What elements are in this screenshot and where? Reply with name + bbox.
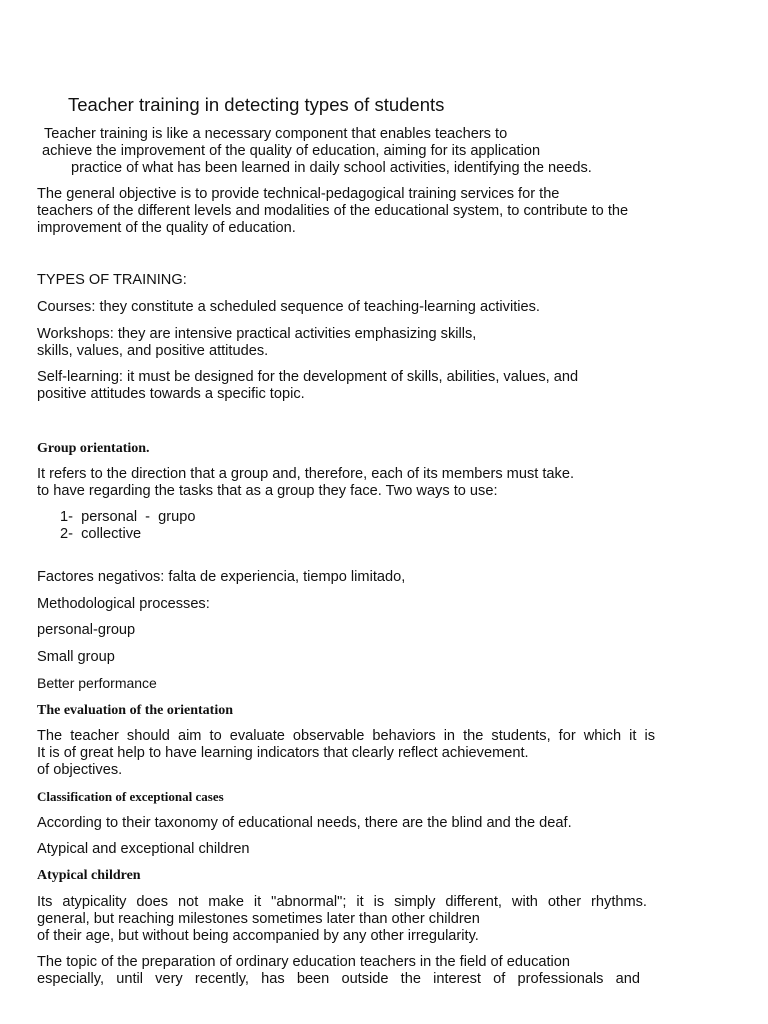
processes-item-1: personal-group [37,622,136,638]
evaluation-line-2: It is of great help to have learning indicators that clearly reflect achievement. [37,745,529,761]
types-workshops-line-1: Workshops: they are intensive practical activities emphasizing skills, [37,326,477,342]
types-workshops-line-2: skills, values, and positive attitudes. [37,343,269,359]
processes-item-2: Small group [37,649,115,665]
types-selflearning-line-1: Self-learning: it must be designed for the development of skills, abilities, values, and [37,369,579,385]
group-list-item-1: 1- personal - grupo [60,509,196,525]
atypical-line-2: general, but reaching milestones sometimes later than other children [37,911,480,927]
intro-line-2: achieve the improvement of the quality of education, aiming for its application [42,143,541,159]
objective-line-1: The general objective is to provide technical-pedagogical training services for the [37,186,560,202]
evaluation-line-3: of objectives. [37,762,123,778]
types-courses: Courses: they constitute a scheduled sequence of teaching-learning activities. [37,299,540,315]
intro-line-3: practice of what has been learned in daily school activities, identifying the needs. [71,160,592,176]
types-selflearning-line-2: positive attitudes towards a specific topic. [37,386,305,402]
types-heading: TYPES OF TRAINING: [37,272,187,288]
group-line-1: It refers to the direction that a group and, therefore, each of its members must take. [37,466,574,482]
group-heading: Group orientation. [37,441,150,456]
classification-line-2: Atypical and exceptional children [37,841,250,857]
evaluation-heading: The evaluation of the orientation [37,703,233,718]
atypical-line-1: Its atypicality does not make it "abnormal"; it is simply different, with other rhythms. [37,894,647,910]
group-list-item-2: 2- collective [60,526,142,542]
group-line-2: to have regarding the tasks that as a group they face. Two ways to use: [37,483,498,499]
preparation-line-2: especially, until very recently, has been outside the interest of professionals and [37,971,640,987]
negatives-line: Factores negativos: falta de experiencia, tiempo limitado, [37,569,406,585]
atypical-heading: Atypical children [37,868,141,883]
objective-line-3: improvement of the quality of education. [37,220,296,236]
objective-line-2: teachers of the different levels and modalities of the educational system, to contribute to the [37,203,629,219]
processes-heading: Methodological processes: [37,596,210,612]
atypical-line-3: of their age, but without being accompanied by any other irregularity. [37,928,479,944]
preparation-line-1: The topic of the preparation of ordinary education teachers in the field of education [37,954,571,970]
evaluation-line-1: The teacher should aim to evaluate observable behaviors in the students, for which it is [37,728,655,744]
classification-line-1: According to their taxonomy of educational needs, there are the blind and the deaf. [37,815,572,831]
intro-line-1: Teacher training is like a necessary component that enables teachers to [44,126,508,142]
processes-item-3: Better performance [37,675,157,691]
document-title: Teacher training in detecting types of students [68,94,445,115]
classification-heading: Classification of exceptional cases [37,789,224,804]
